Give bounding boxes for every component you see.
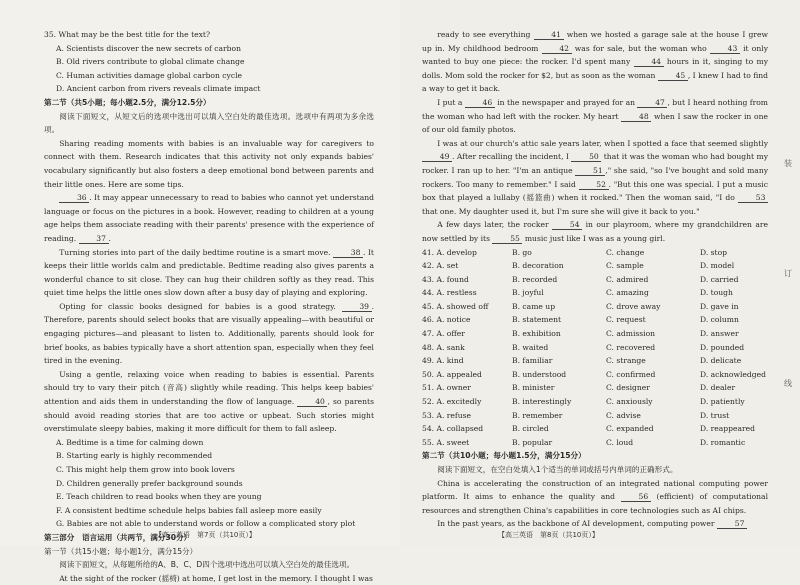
section2-instructions-right: 阅读下面短文，在空白处填入1个适当的单词或括号内单词的正确形式。 bbox=[437, 465, 678, 474]
right-footer: 【高三英语 第8页（共10页）】 bbox=[498, 531, 599, 539]
q35-options bbox=[44, 42, 374, 96]
option-choice: D. delicate bbox=[700, 356, 742, 366]
option-choice: C. expanded bbox=[606, 424, 654, 434]
option-choice: 49. A. kind bbox=[422, 356, 464, 366]
cloze-text: I was at our church's attic sale years later, when I spotted a face that seemed slightly bbox=[437, 138, 768, 148]
option-choice: C. recovered bbox=[606, 342, 656, 352]
option-choice: 45. A. showed off bbox=[422, 301, 489, 311]
passage-para-4-post: . Therefore, parents should select books that are visually appealing—with beautiful or engaging pictures—and pleasant to listen to. Additionally, parents should look for brief books, as babies typically have a short attention span, especially when they feel tired in the evening. bbox=[44, 301, 374, 366]
cloze-text: , I knew I had to find a way to get it back. bbox=[422, 70, 769, 94]
section2-title-right: 第二节（共10小题；每小题1.5分，满分15分） bbox=[422, 451, 586, 461]
option-choice: B. statement bbox=[512, 315, 562, 325]
left-footer: 【高三英语 第7页（共10页）】 bbox=[155, 531, 256, 539]
choice-c: C. This might help them grow into book lovers bbox=[56, 465, 235, 474]
left-page bbox=[0, 0, 400, 583]
blank-38[interactable]: 38 bbox=[333, 248, 363, 258]
choice-d: D. Children generally prefer background sounds bbox=[56, 478, 243, 488]
option-choice: D. answer bbox=[700, 329, 739, 339]
option-choice: 47. A. offer bbox=[422, 329, 465, 339]
option-choice: B. came up bbox=[512, 301, 556, 311]
option-row bbox=[422, 381, 768, 395]
option-row bbox=[422, 409, 768, 423]
cloze-text: , but I heard nothing from the woman who had left with the rocker. My heart bbox=[422, 97, 768, 121]
option-row bbox=[422, 313, 768, 327]
option-choice: C. admission bbox=[606, 329, 656, 339]
blank-44[interactable]: 44 bbox=[634, 57, 664, 67]
q35-option-d: D. Ancient carbon from rivers reveals climate impact bbox=[56, 84, 261, 94]
cloze-para-3 bbox=[422, 137, 768, 219]
option-choice: 52. A. excitedly bbox=[422, 397, 482, 407]
option-row bbox=[422, 422, 768, 436]
blank-43[interactable]: 43 bbox=[710, 44, 740, 54]
blank-57[interactable]: 57 bbox=[717, 519, 747, 529]
option-choice: C. strange bbox=[606, 356, 646, 366]
passage-para-3-pre: Turning stories into part of the daily bedtime routine is a smart move. bbox=[59, 247, 331, 257]
cloze-text: in the newspaper and prayed for an bbox=[494, 97, 638, 107]
blank-42[interactable]: 42 bbox=[542, 44, 572, 54]
passage-para-4 bbox=[44, 300, 374, 368]
grammar-text: China is accelerating the construction of an integrated national computing power platform. It aims to enhance the quality and bbox=[422, 478, 768, 502]
passage-para-5-post: , so parents should avoid reading stories that are too active or upbeat. Such stories might overstimulate sleepy babies, making it more difficult for them to fall asleep. bbox=[44, 397, 374, 434]
cloze-text: A few days later, the rocker bbox=[437, 220, 553, 230]
choices-list bbox=[44, 436, 374, 531]
option-choice: B. waited bbox=[512, 342, 549, 352]
passage-para-5-pre: Using a gentle, relaxing voice when reading to babies is essential. Parents should try to vary their pitch (音高) slightly while reading. This helps keep babies' attention and aids them in understanding the flow of language. bbox=[44, 369, 374, 407]
cloze-text: when I saw the rocker in one of our old family photos. bbox=[422, 111, 768, 135]
cloze-options bbox=[422, 246, 768, 450]
grammar-text: (efficient) of computational resources and strengthen China's capabilities in core technologies such as AI chips. bbox=[422, 492, 768, 515]
cloze-para-1 bbox=[422, 28, 768, 96]
option-choice: 54. A. collapsed bbox=[422, 424, 484, 434]
option-choice: B. familiar bbox=[512, 356, 553, 366]
part3-section1-title: 第一节（共15小题；每小题1分，满分15分） bbox=[44, 546, 198, 556]
left-column bbox=[44, 28, 374, 585]
option-choice: C. designer bbox=[606, 383, 650, 393]
option-choice: B. recorded bbox=[512, 274, 558, 284]
option-row bbox=[422, 327, 768, 341]
blank-47[interactable]: 47 bbox=[637, 98, 667, 108]
option-choice: D. pounded bbox=[700, 342, 745, 352]
grammar-para-2 bbox=[422, 517, 768, 531]
blank-53[interactable]: 53 bbox=[738, 193, 768, 203]
cloze-text: hours in it, singing to my dolls. Mom sold the rocker for $2, but as soon as the woman bbox=[422, 57, 768, 80]
blank-54[interactable]: 54 bbox=[552, 220, 582, 230]
part3-instructions: 阅读下面短文，从每题所给的A、B、C、D四个选项中选出可以填入空白处的最佳选项。 bbox=[59, 560, 355, 570]
option-choice: B. decoration bbox=[512, 261, 564, 271]
option-choice: D. tough bbox=[700, 288, 733, 298]
option-choice: C. request bbox=[606, 315, 646, 325]
passage-para-5 bbox=[44, 368, 374, 436]
option-choice: B. interestingly bbox=[512, 397, 572, 407]
option-choice: B. minister bbox=[512, 383, 555, 393]
section2-instructions: 阅读下面短文，从短文后的选项中选出可以填入空白处的最佳选项。选项中有两项为多余选项。 bbox=[44, 111, 374, 135]
cloze-text: when we hosted a garage sale at the house I grew up in. My childhood bedroom bbox=[422, 30, 769, 53]
right-page bbox=[400, 0, 800, 546]
option-row bbox=[422, 395, 768, 409]
option-choice: D. reappeared bbox=[700, 424, 756, 434]
passage-para-3-post: . It keeps their little worlds calm and predictable. Bedtime reading also gives parents a wonderful chance to sit close. They can hug their children softly as they read. This quiet time helps the little ones slow down after a busy day of playing and exploring. bbox=[44, 247, 374, 298]
passage-para-4-pre: Opting for classic books designed for babies is a good strategy. bbox=[59, 301, 336, 311]
option-choice: 51. A. owner bbox=[422, 383, 471, 393]
option-choice: D. romantic bbox=[700, 437, 746, 447]
choice-g: G. Babies are not able to understand words or follow a complicated story plot bbox=[56, 519, 356, 529]
edge-mark-2: 订 bbox=[784, 269, 792, 278]
option-choice: D. dealer bbox=[700, 383, 736, 393]
option-choice: 44. A. restless bbox=[422, 288, 477, 298]
cloze-para-2 bbox=[422, 96, 768, 137]
passage-para-2-text: . It may appear unnecessary to read to babies who cannot yet understand language or focus on the pictures in a book. However, reading to children at a young age helps them associate reading with their parents' presence with the experience of reading. bbox=[44, 193, 374, 243]
passage-para-2 bbox=[44, 191, 374, 245]
blank-36[interactable]: 36 bbox=[59, 193, 89, 203]
cloze-start: At the sight of the rocker (摇椅) at home, I get lost in the memory. I thought I was bbox=[59, 573, 373, 583]
option-row bbox=[422, 368, 768, 382]
option-choice: B. exhibition bbox=[512, 329, 561, 339]
blank-51[interactable]: 51 bbox=[575, 166, 605, 176]
cloze-text: ready to see everything bbox=[437, 30, 534, 39]
option-choice: D. column bbox=[700, 315, 739, 325]
option-choice: B. remember bbox=[512, 410, 563, 420]
option-choice: 48. A. sank bbox=[422, 342, 465, 352]
option-row bbox=[422, 341, 768, 355]
part3-title: 第三部分 语言运用（共两节，满分30分） bbox=[44, 532, 192, 542]
option-choice: C. change bbox=[606, 247, 645, 257]
option-choice: C. drove away bbox=[606, 301, 661, 311]
cloze-text: I put a bbox=[437, 97, 465, 107]
passage-para-3 bbox=[44, 246, 374, 300]
edge-mark-3: 线 bbox=[784, 379, 792, 388]
blank-50[interactable]: 50 bbox=[571, 152, 601, 162]
option-choice: 53. A. refuse bbox=[422, 410, 472, 420]
passage-para-2-end: . bbox=[108, 233, 111, 243]
option-choice: D. patiently bbox=[700, 397, 745, 407]
option-choice: D. gave in bbox=[700, 301, 739, 311]
blank-37[interactable]: 37 bbox=[79, 234, 109, 244]
option-choice: C. advise bbox=[606, 410, 641, 420]
blank-56[interactable]: 56 bbox=[621, 492, 651, 502]
option-choice: C. sample bbox=[606, 261, 644, 271]
option-row bbox=[422, 246, 768, 260]
cloze-text: music just like I was as a young girl. bbox=[522, 233, 666, 243]
blank-41[interactable]: 41 bbox=[534, 30, 564, 40]
option-choice: C. anxiously bbox=[606, 397, 653, 407]
option-choice: 55. A. sweet bbox=[422, 437, 470, 447]
option-choice: 42. A. set bbox=[422, 261, 459, 271]
choice-a: A. Bedtime is a time for calming down bbox=[56, 437, 204, 447]
grammar-passage bbox=[422, 477, 768, 531]
passage-para-1: Sharing reading moments with babies is an invaluable way for caregivers to connect with them. Research indicates that this activity not only expands babies' vocabulary significantly but also fosters a deep emotional bond between parents and their little ones. Here are some tips. bbox=[44, 138, 374, 189]
cloze-text: . After recalling the incident, I bbox=[452, 152, 572, 162]
right-column bbox=[422, 28, 768, 531]
option-choice: D. acknowledged bbox=[700, 369, 766, 379]
option-choice: B. joyful bbox=[512, 288, 544, 298]
option-choice: 50. A. appealed bbox=[422, 369, 482, 379]
cloze-text: in our playroom, where my grandchildren are now settled by its bbox=[422, 220, 768, 243]
cloze-text: ," she said, "so I've bought and sold many rockers. Too many to remember." I said bbox=[422, 165, 768, 189]
option-row bbox=[422, 300, 768, 314]
grammar-para-1 bbox=[422, 477, 768, 518]
choice-e: E. Teach children to read books when they are young bbox=[56, 492, 262, 502]
option-choice: B. go bbox=[512, 247, 532, 257]
q35-option-c: C. Human activities damage global carbon cycle bbox=[56, 70, 243, 80]
option-choice: 46. A. notice bbox=[422, 315, 471, 325]
cloze-text: was for sale, but the woman who bbox=[571, 43, 710, 53]
option-choice: 41. A. develop bbox=[422, 247, 477, 257]
choice-b: B. Starting early is highly recommended bbox=[56, 451, 213, 461]
blank-55[interactable]: 55 bbox=[492, 234, 522, 244]
edge-mark-1: 装 bbox=[784, 159, 792, 168]
option-row bbox=[422, 436, 768, 450]
blank-46[interactable]: 46 bbox=[465, 98, 495, 108]
cloze-text: that it was the woman who had bought my rocker. I ran up to her. "I'm an antique bbox=[422, 152, 768, 175]
blank-40[interactable]: 40 bbox=[297, 397, 327, 407]
cloze-passage bbox=[422, 28, 768, 246]
choice-f: F. A consistent bedtime schedule helps babies fall asleep more easily bbox=[56, 505, 322, 515]
cloze-para-4 bbox=[422, 218, 768, 245]
cloze-text: . "But this one was special. I put a music box that played a lullaby (摇篮曲) when it rocked." Then the woman said, "I do bbox=[422, 179, 768, 203]
option-row bbox=[422, 286, 768, 300]
option-choice: D. stop bbox=[700, 247, 728, 257]
q35-option-b: B. Old rivers contribute to global climate change bbox=[56, 57, 245, 67]
option-choice: C. admired bbox=[606, 274, 649, 284]
option-row bbox=[422, 354, 768, 368]
q35-option-a: A. Scientists discover the new secrets of carbon bbox=[56, 43, 241, 53]
grammar-text: In the past years, as the backbone of AI development, computing power bbox=[437, 519, 717, 529]
option-choice: D. carried bbox=[700, 274, 739, 284]
blank-39[interactable]: 39 bbox=[342, 302, 372, 312]
option-choice: B. circled bbox=[512, 424, 549, 434]
option-choice: D. trust bbox=[700, 410, 730, 420]
option-choice: B. understood bbox=[512, 369, 567, 379]
option-choice: C. confirmed bbox=[606, 369, 656, 379]
blank-49[interactable]: 49 bbox=[422, 152, 452, 162]
section2-title: 第二节（共5小题；每小题2.5分，满分12.5分） bbox=[44, 97, 211, 107]
cloze-text: that one. My daughter used it, but I'm sure she will give it back to you." bbox=[422, 206, 700, 216]
blank-45[interactable]: 45 bbox=[658, 71, 688, 81]
option-row bbox=[422, 259, 768, 273]
option-choice: 43. A. found bbox=[422, 274, 469, 284]
cloze-text: it only wanted to buy one piece: the rocker. I'd spent many bbox=[422, 43, 768, 67]
option-choice: C. amazing bbox=[606, 288, 649, 298]
option-row bbox=[422, 273, 768, 287]
option-choice: C. loud bbox=[606, 437, 634, 447]
option-choice: D. model bbox=[700, 261, 735, 271]
q35-stem: 35. What may be the best title for the text? bbox=[44, 30, 211, 39]
option-choice: B. popular bbox=[512, 437, 553, 447]
blank-52[interactable]: 52 bbox=[579, 180, 609, 190]
blank-48[interactable]: 48 bbox=[621, 112, 651, 122]
